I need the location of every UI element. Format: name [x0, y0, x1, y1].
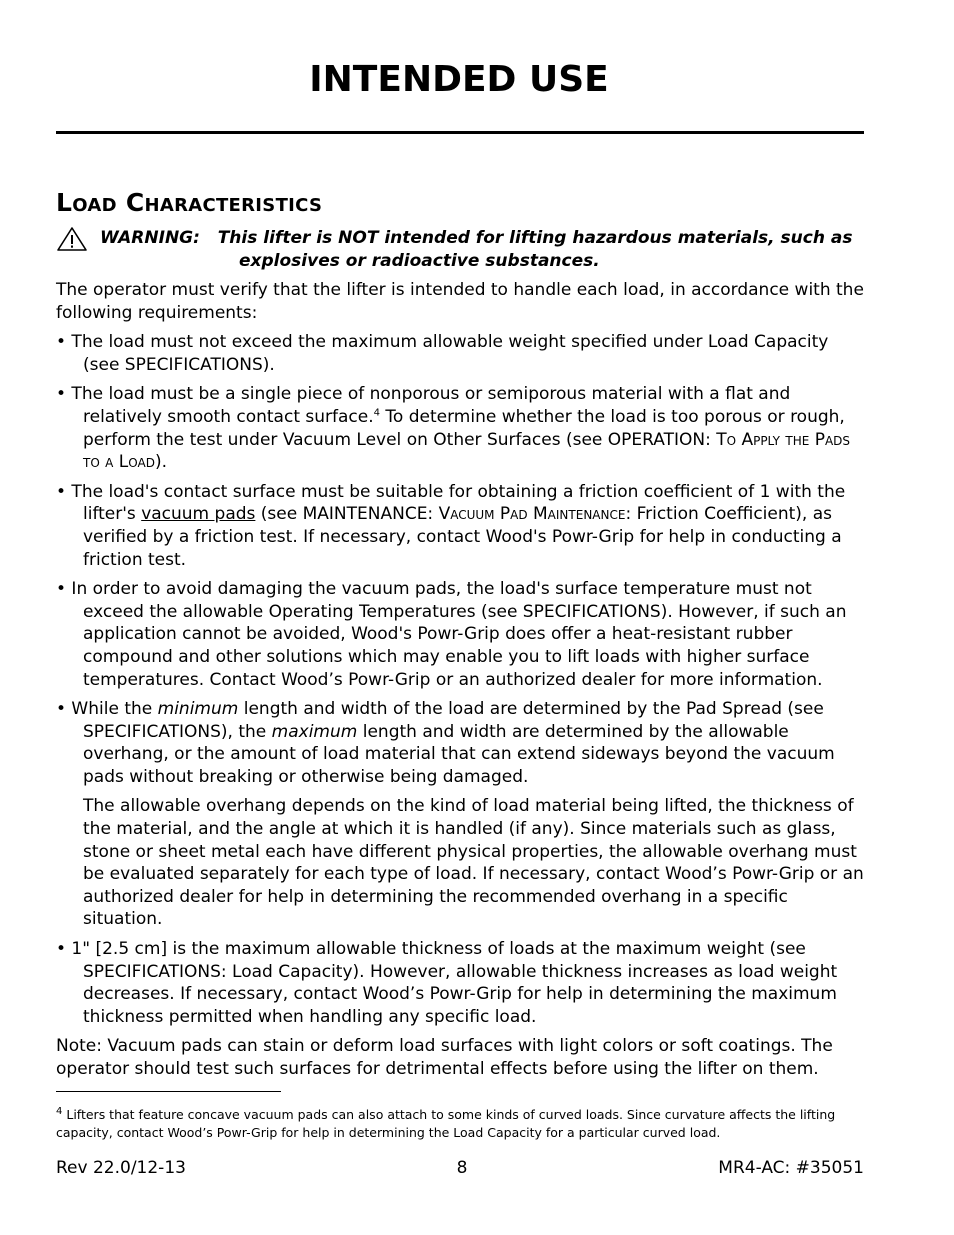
bullet-material-text-1: • The load must be a single piece of nonporous or semiporous material with a flat and relatively smooth contact surface.: [56, 384, 791, 427]
bullet-material-text-3: ).: [154, 452, 167, 473]
bullet-friction-text-3: : Friction Coefficient), as verified by a friction test. If necessary, contact Wood's Powr-Grip for help in conducting a friction test.: [83, 504, 842, 570]
footnote-divider: [56, 1091, 281, 1092]
bullet-material-text-2: To determine whether the load is too porous or rough, perform the test under Vacuum Level on Other Surfaces (see OPERATION:: [83, 406, 845, 450]
apply-pads-reference: To Apply the Pads to a Load: [83, 429, 851, 473]
note-paragraph: Note: Vacuum pads can stain or deform load surfaces with light colors or soft coatings. The operator should test such surfaces for detrimental effects before using the lifter on them.: [56, 1036, 833, 1079]
bullet-dimensions-text-3: length and width are determined by the allowable overhang, or the amount of load material that can extend sideways beyond the vacuum pads without breaking or otherwise being damaged.: [83, 721, 835, 787]
bullet-thickness: • 1" [2.5 cm] is the maximum allowable thickness of loads at the maximum weight (see SPECIFICATIONS: Load Capacity). However, allowable thickness increases as load weight decreases. If necessary, contact Wood’s Powr-Grip for help in determining the maximum thickness permitted when handling any specific load.: [56, 939, 838, 1027]
warning-triangle-icon: [56, 226, 88, 252]
model-number: MR4-AC: #35051: [718, 1158, 864, 1178]
minimum-emphasis: minimum: [157, 699, 239, 720]
vacuum-pads-link[interactable]: vacuum pads: [141, 504, 256, 525]
title-divider: [56, 131, 864, 134]
bullet-dimensions-text-2: length and width of the load are determined by the Pad Spread (see SPECIFICATIONS), the: [83, 699, 824, 742]
warning-line-2: explosives or radioactive substances.: [239, 251, 600, 271]
maximum-emphasis: maximum: [271, 721, 358, 742]
footnote-marker: 4: [56, 1105, 63, 1117]
bullet-dimensions: [56, 698, 868, 788]
pad-maintenance-reference: Vacuum Pad Maintenance: [438, 504, 626, 525]
bullet-temperature: • In order to avoid damaging the vacuum pads, the load's surface temperature must not exceed the allowable Operating Temperatures (see SPECIFICATIONS). However, if such an application cannot be avoided, Wood's Powr-Grip does offer a heat-resistant rubber compound and other solutions which may enable you to lift loads with higher surface temperatures. Contact Wood’s Powr-Grip or an authorized dealer for more information.: [56, 579, 847, 690]
bullet-weight: • The load must not exceed the maximum allowable weight specified under Load Capacity (see SPECIFICATIONS).: [56, 332, 829, 375]
bullet-friction-text-1: • The load's contact surface must be suitable for obtaining a friction coefficient of 1 with the lifter's: [56, 481, 846, 525]
body-text: [56, 279, 868, 1081]
bullet-friction: [56, 481, 868, 571]
page-number: 8: [456, 1158, 468, 1178]
warning-text-1: This lifter is NOT intended for lifting hazardous materials, such as: [217, 228, 853, 248]
bullet-friction-text-2: (see MAINTENANCE:: [255, 504, 439, 525]
revision-label: Rev 22.0/12-13: [56, 1158, 186, 1178]
bullet-dimensions-text-1: • While the: [56, 699, 158, 720]
warning-line-1: [100, 227, 852, 250]
warning-label: WARNING:: [100, 228, 200, 248]
page-footer: [56, 1157, 864, 1179]
footnote: [56, 1106, 866, 1142]
bullet-material: [56, 383, 868, 473]
section-heading: Load Characteristics: [56, 188, 323, 217]
page-title: INTENDED USE: [309, 59, 609, 100]
footnote-text: Lifters that feature concave vacuum pads can also attach to some kinds of curved loads. Since curvature affects the lifting capacity, contact Wood’s Powr-Grip for help in determining the Load Capacity for a particular curved load.: [56, 1107, 836, 1140]
overhang-paragraph: The allowable overhang depends on the kind of load material being lifted, the thickness of the material, and the angle at which it is handled (if any). Since materials such as glass, stone or sheet metal each have different physical properties, the allowable overhang must be evaluated separately for each type of load. If necessary, contact Wood’s Powr-Grip or an authorized dealer for help in determining the recommended overhang in a specific situation.: [83, 796, 864, 930]
footnote-ref[interactable]: 4: [373, 407, 381, 419]
intro-paragraph: The operator must verify that the lifter is intended to handle each load, in accordance with the following requirements:: [56, 280, 864, 323]
